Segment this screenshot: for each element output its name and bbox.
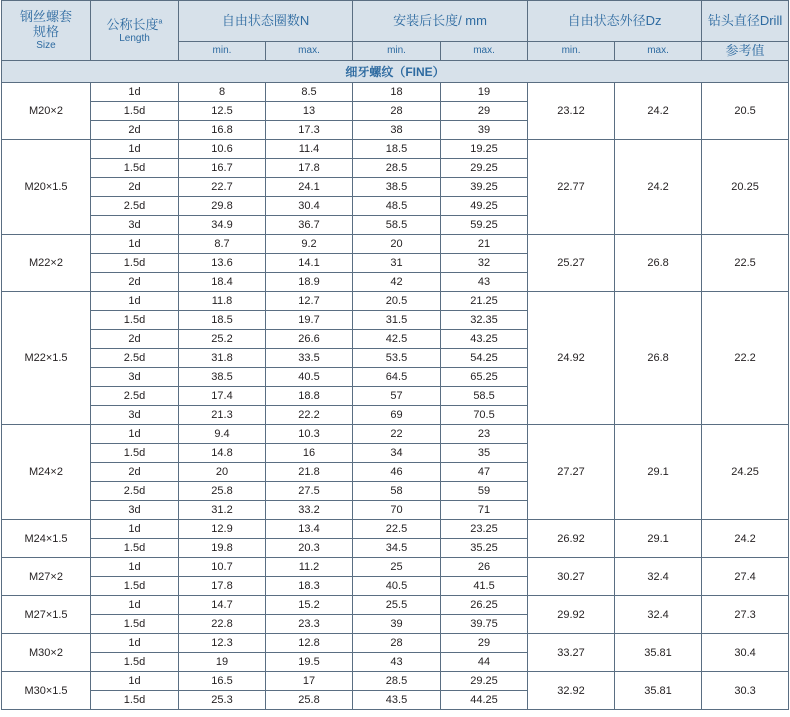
coils-min-cell: 17.4 — [179, 387, 266, 406]
coils-max-cell: 19.5 — [266, 653, 353, 672]
coils-max-cell: 27.5 — [266, 482, 353, 501]
drill-cell: 22.2 — [702, 292, 789, 425]
dz-min-cell: 25.27 — [528, 235, 615, 292]
dz-max-cell: 24.2 — [615, 83, 702, 140]
coils-max-cell: 19.7 — [266, 311, 353, 330]
installed-min-cell: 34 — [353, 444, 441, 463]
length-header-zh-wrap — [91, 17, 178, 32]
table-row — [2, 140, 789, 159]
coils-min-cell: 10.6 — [179, 140, 266, 159]
coils-min-cell: 22.7 — [179, 178, 266, 197]
coils-min-cell: 20 — [179, 463, 266, 482]
length-cell: 1.5d — [91, 577, 179, 596]
installed-min-cell: 58 — [353, 482, 441, 501]
installed-max-cell: 70.5 — [441, 406, 528, 425]
installed-min-cell: 57 — [353, 387, 441, 406]
coils-max-cell: 36.7 — [266, 216, 353, 235]
length-cell: 2.5d — [91, 387, 179, 406]
coils-min-cell: 13.6 — [179, 254, 266, 273]
dz-max-cell: 26.8 — [615, 292, 702, 425]
coils-min-cell: 25.8 — [179, 482, 266, 501]
size-header — [2, 1, 91, 61]
installed-min-header: min. — [353, 42, 441, 61]
coils-min-header: min. — [179, 42, 266, 61]
dz-min-cell: 30.27 — [528, 558, 615, 596]
coils-max-cell: 24.1 — [266, 178, 353, 197]
coils-min-cell: 18.5 — [179, 311, 266, 330]
coils-min-cell: 8.7 — [179, 235, 266, 254]
installed-max-cell: 29 — [441, 634, 528, 653]
installed-max-cell: 71 — [441, 501, 528, 520]
dz-max-cell: 29.1 — [615, 425, 702, 520]
installed-min-cell: 39 — [353, 615, 441, 634]
installed-min-cell: 18 — [353, 83, 441, 102]
coils-max-header: max. — [266, 42, 353, 61]
coils-max-cell: 33.2 — [266, 501, 353, 520]
size-cell: M27×2 — [2, 558, 91, 596]
installed-min-cell: 20.5 — [353, 292, 441, 311]
size-cell: M30×1.5 — [2, 672, 91, 710]
installed-min-cell: 53.5 — [353, 349, 441, 368]
coils-min-cell: 21.3 — [179, 406, 266, 425]
installed-min-cell: 31.5 — [353, 311, 441, 330]
coils-min-cell: 14.7 — [179, 596, 266, 615]
installed-min-cell: 28 — [353, 102, 441, 121]
installed-max-cell: 43.25 — [441, 330, 528, 349]
coils-min-cell: 12.9 — [179, 520, 266, 539]
dz-min-cell: 32.92 — [528, 672, 615, 710]
dz-min-cell: 22.77 — [528, 140, 615, 235]
coils-min-cell: 17.8 — [179, 577, 266, 596]
dz-min-cell: 29.92 — [528, 596, 615, 634]
table-row — [2, 83, 789, 102]
dz-min-cell: 26.92 — [528, 520, 615, 558]
coils-max-cell: 12.7 — [266, 292, 353, 311]
size-cell: M27×1.5 — [2, 596, 91, 634]
coils-min-cell: 31.2 — [179, 501, 266, 520]
size-header-en: Size — [36, 40, 56, 51]
dz-min-cell: 27.27 — [528, 425, 615, 520]
length-cell: 2d — [91, 463, 179, 482]
installed-min-cell: 38.5 — [353, 178, 441, 197]
installed-max-cell: 29 — [441, 102, 528, 121]
coils-min-cell: 29.8 — [179, 197, 266, 216]
installed-min-cell: 28.5 — [353, 159, 441, 178]
installed-min-cell: 46 — [353, 463, 441, 482]
installed-max-cell: 35 — [441, 444, 528, 463]
installed-min-cell: 48.5 — [353, 197, 441, 216]
coils-max-cell: 17 — [266, 672, 353, 691]
length-cell: 1d — [91, 140, 179, 159]
installed-max-cell: 44.25 — [441, 691, 528, 710]
installed-max-cell: 39.75 — [441, 615, 528, 634]
dz-max-cell: 32.4 — [615, 558, 702, 596]
coils-min-cell: 12.3 — [179, 634, 266, 653]
length-cell: 1d — [91, 672, 179, 691]
installed-max-cell: 54.25 — [441, 349, 528, 368]
installed-max-cell: 23 — [441, 425, 528, 444]
length-cell: 2d — [91, 121, 179, 140]
installed-min-cell: 25 — [353, 558, 441, 577]
installed-max-cell: 39.25 — [441, 178, 528, 197]
installed-min-cell: 40.5 — [353, 577, 441, 596]
installed-max-cell: 21 — [441, 235, 528, 254]
drill-cell: 24.2 — [702, 520, 789, 558]
coils-max-cell: 33.5 — [266, 349, 353, 368]
installed-min-cell: 18.5 — [353, 140, 441, 159]
coils-min-cell: 14.8 — [179, 444, 266, 463]
coils-max-cell: 13.4 — [266, 520, 353, 539]
coils-min-cell: 16.7 — [179, 159, 266, 178]
table-row — [2, 634, 789, 653]
installed-max-cell: 26.25 — [441, 596, 528, 615]
installed-max-cell: 41.5 — [441, 577, 528, 596]
installed-min-cell: 69 — [353, 406, 441, 425]
coils-max-cell: 30.4 — [266, 197, 353, 216]
size-cell: M24×2 — [2, 425, 91, 520]
length-cell: 3d — [91, 406, 179, 425]
length-cell: 2.5d — [91, 197, 179, 216]
dz-max-cell: 26.8 — [615, 235, 702, 292]
table-row — [2, 672, 789, 691]
installed-min-cell: 42.5 — [353, 330, 441, 349]
coils-min-cell: 25.3 — [179, 691, 266, 710]
length-cell: 1.5d — [91, 159, 179, 178]
table-row — [2, 425, 789, 444]
coils-max-cell: 22.2 — [266, 406, 353, 425]
dz-max-cell: 29.1 — [615, 520, 702, 558]
length-header — [91, 1, 179, 61]
coils-max-cell: 15.2 — [266, 596, 353, 615]
coils-min-cell: 38.5 — [179, 368, 266, 387]
installed-min-cell: 28.5 — [353, 672, 441, 691]
drill-cell: 27.3 — [702, 596, 789, 634]
installed-max-cell: 39 — [441, 121, 528, 140]
coils-max-cell: 25.8 — [266, 691, 353, 710]
coils-max-cell: 9.2 — [266, 235, 353, 254]
coils-min-cell: 12.5 — [179, 102, 266, 121]
length-cell: 1.5d — [91, 691, 179, 710]
coils-max-cell: 8.5 — [266, 83, 353, 102]
header-row — [2, 1, 789, 42]
installed-max-cell: 47 — [441, 463, 528, 482]
coils-max-cell: 12.8 — [266, 634, 353, 653]
coils-min-cell: 11.8 — [179, 292, 266, 311]
installed-min-cell: 43 — [353, 653, 441, 672]
section-row — [2, 61, 789, 83]
length-header-sup: a — [158, 18, 163, 26]
length-cell: 1.5d — [91, 615, 179, 634]
drill-cell: 30.3 — [702, 672, 789, 710]
installed-max-cell: 32.35 — [441, 311, 528, 330]
installed-min-cell: 58.5 — [353, 216, 441, 235]
drill-cell: 24.25 — [702, 425, 789, 520]
length-cell: 1.5d — [91, 254, 179, 273]
dz-max-cell: 24.2 — [615, 140, 702, 235]
size-cell: M22×2 — [2, 235, 91, 292]
coils-min-cell: 31.8 — [179, 349, 266, 368]
length-cell: 1.5d — [91, 311, 179, 330]
size-header-zh: 钢丝螺套 规格 — [19, 9, 72, 39]
length-cell: 1.5d — [91, 444, 179, 463]
coils-max-cell: 10.3 — [266, 425, 353, 444]
installed-min-cell: 31 — [353, 254, 441, 273]
table-row — [2, 558, 789, 577]
installed-max-cell: 19.25 — [441, 140, 528, 159]
installed-min-cell: 25.5 — [353, 596, 441, 615]
drill-ref-header: 参考值 — [702, 42, 789, 61]
dz-max-cell: 35.81 — [615, 672, 702, 710]
coils-max-cell: 13 — [266, 102, 353, 121]
installed-max-cell: 23.25 — [441, 520, 528, 539]
length-cell: 1d — [91, 596, 179, 615]
drill-cell: 30.4 — [702, 634, 789, 672]
coils-max-cell: 14.1 — [266, 254, 353, 273]
size-cell: M20×1.5 — [2, 140, 91, 235]
installed-max-cell: 43 — [441, 273, 528, 292]
coils-max-cell: 18.9 — [266, 273, 353, 292]
length-header-en: Length — [119, 32, 150, 44]
dz-max-cell: 35.81 — [615, 634, 702, 672]
coils-min-cell: 34.9 — [179, 216, 266, 235]
drill-cell: 27.4 — [702, 558, 789, 596]
drill-cell: 20.25 — [702, 140, 789, 235]
length-cell: 1d — [91, 558, 179, 577]
coils-min-cell: 8 — [179, 83, 266, 102]
coils-min-cell: 19 — [179, 653, 266, 672]
installed-min-cell: 43.5 — [353, 691, 441, 710]
installed-min-cell: 20 — [353, 235, 441, 254]
installed-max-cell: 19 — [441, 83, 528, 102]
coils-min-cell: 9.4 — [179, 425, 266, 444]
spec-table — [1, 0, 789, 710]
coils-max-cell: 26.6 — [266, 330, 353, 349]
dz-min-cell: 23.12 — [528, 83, 615, 140]
installed-max-cell: 29.25 — [441, 672, 528, 691]
length-cell: 1.5d — [91, 653, 179, 672]
dz-max-header: max. — [615, 42, 702, 61]
coils-min-cell: 18.4 — [179, 273, 266, 292]
length-cell: 1d — [91, 520, 179, 539]
installed-max-cell: 59 — [441, 482, 528, 501]
coils-max-cell: 11.2 — [266, 558, 353, 577]
installed-min-cell: 22.5 — [353, 520, 441, 539]
coils-max-cell: 11.4 — [266, 140, 353, 159]
installed-max-cell: 58.5 — [441, 387, 528, 406]
length-cell: 1d — [91, 634, 179, 653]
installed-min-cell: 38 — [353, 121, 441, 140]
section-title: 细牙螺纹（FINE） — [2, 61, 789, 83]
installed-min-cell: 22 — [353, 425, 441, 444]
coils-max-cell: 17.8 — [266, 159, 353, 178]
length-cell: 2d — [91, 178, 179, 197]
drill-header: 钻头直径Drill — [702, 1, 789, 42]
coils-min-cell: 19.8 — [179, 539, 266, 558]
length-cell: 2d — [91, 273, 179, 292]
installed-min-cell: 42 — [353, 273, 441, 292]
installed-length-header: 安装后长度/ mm — [353, 1, 528, 42]
coils-max-cell: 40.5 — [266, 368, 353, 387]
coils-min-cell: 10.7 — [179, 558, 266, 577]
coils-max-cell: 23.3 — [266, 615, 353, 634]
coils-max-cell: 18.3 — [266, 577, 353, 596]
length-cell: 2d — [91, 330, 179, 349]
installed-max-cell: 26 — [441, 558, 528, 577]
size-cell: M20×2 — [2, 83, 91, 140]
length-cell: 3d — [91, 368, 179, 387]
coils-min-cell: 16.5 — [179, 672, 266, 691]
coils-max-cell: 21.8 — [266, 463, 353, 482]
installed-max-cell: 21.25 — [441, 292, 528, 311]
table-row — [2, 596, 789, 615]
installed-max-cell: 29.25 — [441, 159, 528, 178]
size-cell: M22×1.5 — [2, 292, 91, 425]
length-cell: 1.5d — [91, 539, 179, 558]
length-cell: 2.5d — [91, 482, 179, 501]
installed-min-cell: 70 — [353, 501, 441, 520]
dz-header: 自由状态外径Dz — [528, 1, 702, 42]
drill-cell: 22.5 — [702, 235, 789, 292]
length-cell: 3d — [91, 216, 179, 235]
installed-max-header: max. — [441, 42, 528, 61]
table-body — [2, 1, 789, 710]
coils-min-cell: 16.8 — [179, 121, 266, 140]
table-row — [2, 520, 789, 539]
coils-header: 自由状态圈数N — [179, 1, 353, 42]
dz-min-cell: 33.27 — [528, 634, 615, 672]
coils-max-cell: 20.3 — [266, 539, 353, 558]
length-header-zh: 公称长度 — [106, 16, 159, 32]
length-cell: 1d — [91, 425, 179, 444]
installed-max-cell: 49.25 — [441, 197, 528, 216]
installed-min-cell: 64.5 — [353, 368, 441, 387]
dz-max-cell: 32.4 — [615, 596, 702, 634]
dz-min-header: min. — [528, 42, 615, 61]
coils-max-cell: 17.3 — [266, 121, 353, 140]
table-row — [2, 292, 789, 311]
size-cell: M30×2 — [2, 634, 91, 672]
coils-max-cell: 16 — [266, 444, 353, 463]
size-cell: M24×1.5 — [2, 520, 91, 558]
length-cell: 1.5d — [91, 102, 179, 121]
length-cell: 1d — [91, 292, 179, 311]
coils-min-cell: 25.2 — [179, 330, 266, 349]
installed-min-cell: 34.5 — [353, 539, 441, 558]
length-cell: 1d — [91, 235, 179, 254]
installed-max-cell: 59.25 — [441, 216, 528, 235]
drill-cell: 20.5 — [702, 83, 789, 140]
length-cell: 1d — [91, 83, 179, 102]
coils-min-cell: 22.8 — [179, 615, 266, 634]
dz-min-cell: 24.92 — [528, 292, 615, 425]
installed-max-cell: 35.25 — [441, 539, 528, 558]
installed-min-cell: 28 — [353, 634, 441, 653]
installed-max-cell: 44 — [441, 653, 528, 672]
table-row — [2, 235, 789, 254]
installed-max-cell: 32 — [441, 254, 528, 273]
installed-max-cell: 65.25 — [441, 368, 528, 387]
coils-max-cell: 18.8 — [266, 387, 353, 406]
length-cell: 3d — [91, 501, 179, 520]
length-cell: 2.5d — [91, 349, 179, 368]
